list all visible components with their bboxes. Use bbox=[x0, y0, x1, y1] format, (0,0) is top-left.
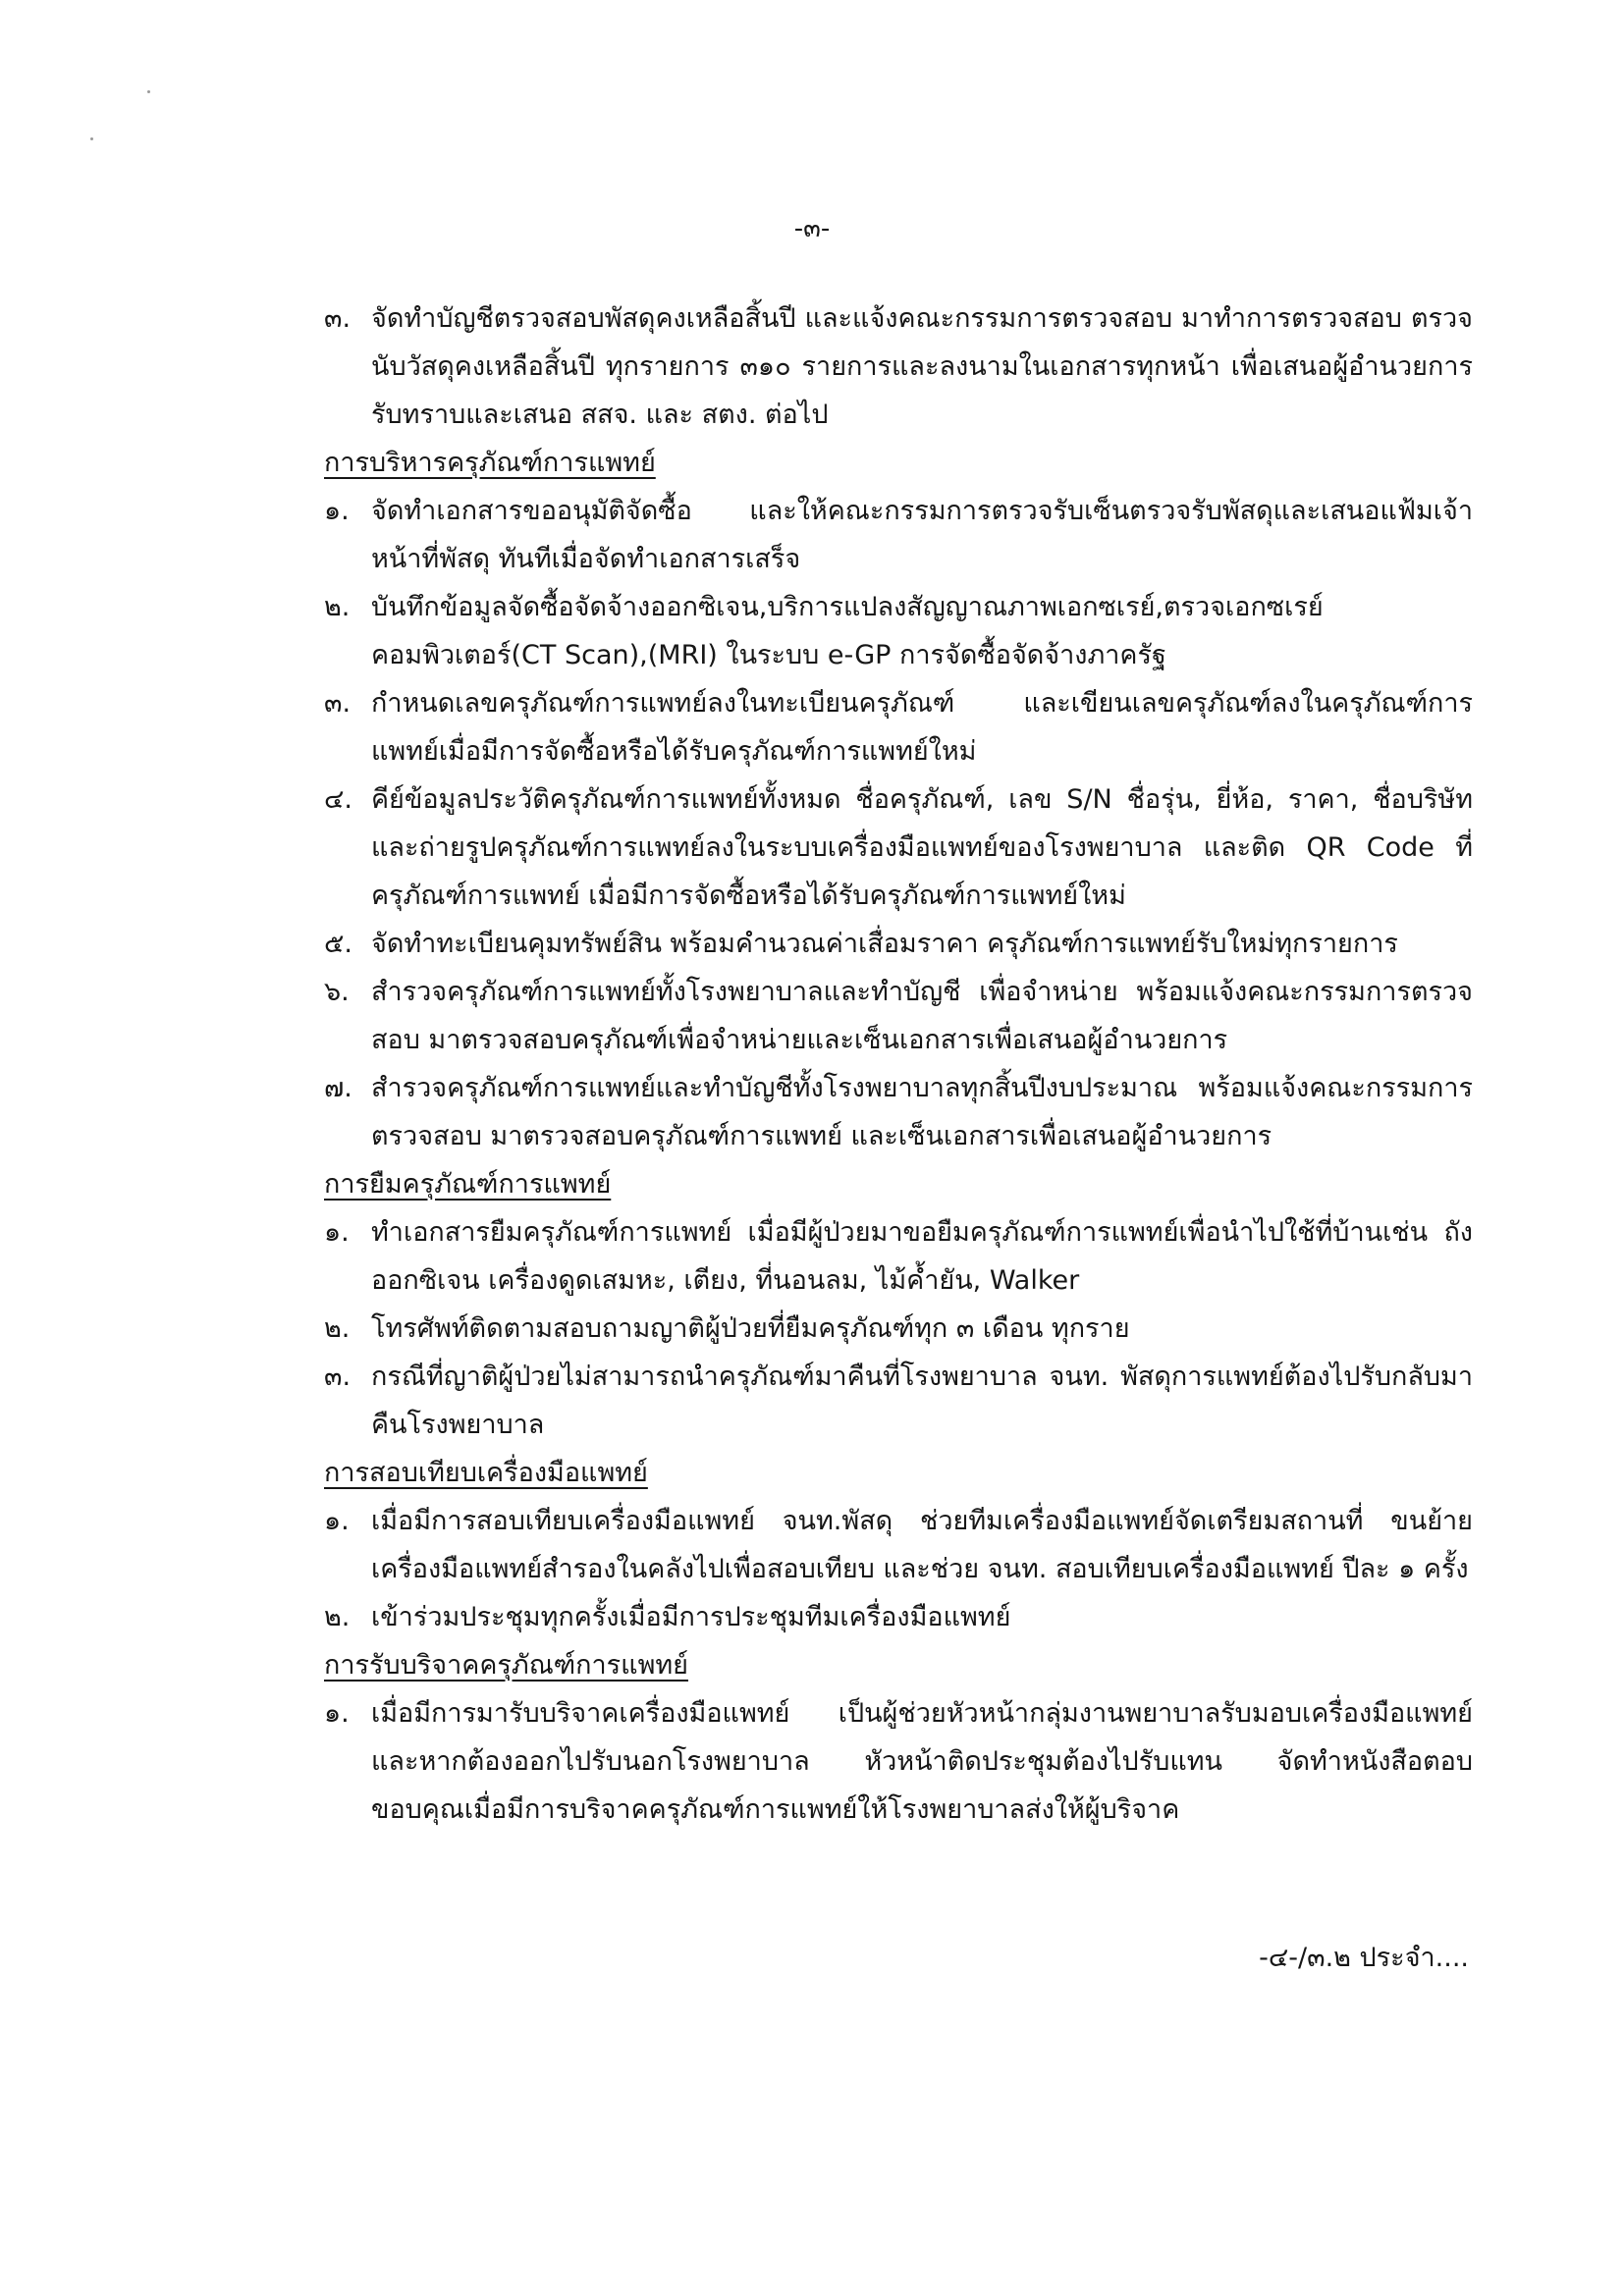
item-text: จัดทำเอกสารขออนุมัติจัดซื้อ และให้คณะกรรมการตรวจรับเซ็นตรวจรับพัสดุและเสนอแฟ้มเจ้าหน้าที่พัสดุ ทันทีเมื่อจัดทำเอกสารเสร็จ bbox=[371, 496, 1473, 574]
item-number: ๑. bbox=[324, 1217, 350, 1248]
item-number: ๑. bbox=[324, 496, 350, 526]
list-item bbox=[324, 775, 1473, 920]
list-item bbox=[324, 968, 1473, 1064]
section-instrument-calibration bbox=[324, 1449, 1473, 1641]
section-heading: การรับบริจาคครุภัณฑ์การแพทย์ bbox=[324, 1650, 688, 1681]
section-medical-equipment-management bbox=[324, 439, 1473, 1160]
item-number: ๒. bbox=[324, 1602, 351, 1632]
item-text: เมื่อมีการสอบเทียบเครื่องมือแพทย์ จนท.พัสดุ ช่วยทีมเครื่องมือแพทย์จัดเตรียมสถานที่ ขนย้ายเครื่องมือแพทย์สำรองในคลังไปเพื่อสอบเทียบ และช่วย จนท. สอบเทียบเครื่องมือแพทย์ ปีละ ๑ ครั้ง bbox=[371, 1506, 1473, 1584]
list-item bbox=[324, 1305, 1473, 1353]
continuation-note: -๔-/๓.๒ ประจำ.... bbox=[1259, 1943, 1469, 1973]
list-item bbox=[324, 583, 1473, 679]
item-text: กรณีที่ญาติผู้ป่วยไม่สามารถนำครุภัณฑ์มาคืนที่โรงพยาบาล จนท. พัสดุการแพทย์ต้องไปรับกลับมาคืนโรงพยาบาล bbox=[371, 1362, 1473, 1440]
item-number: ๖. bbox=[324, 977, 350, 1007]
scan-artifact bbox=[90, 137, 93, 140]
section-equipment-donation bbox=[324, 1641, 1473, 1834]
item-number: ๓. bbox=[324, 1362, 352, 1392]
list-item bbox=[324, 920, 1473, 968]
intro-list bbox=[324, 294, 1473, 439]
item-number: ๕. bbox=[324, 929, 353, 959]
item-text: เข้าร่วมประชุมทุกครั้งเมื่อมีการประชุมทีมเครื่องมือแพทย์ bbox=[371, 1602, 1011, 1632]
item-number: ๗. bbox=[324, 1073, 352, 1103]
list-item bbox=[324, 1593, 1473, 1641]
item-text: สำรวจครุภัณฑ์การแพทย์ทั้งโรงพยาบาลและทำบัญชี เพื่อจำหน่าย พร้อมแจ้งคณะกรรมการตรวจสอบ มาตรวจสอบครุภัณฑ์เพื่อจำหน่ายและเซ็นเอกสารเพื่อเสนอผู้อำนวยการ bbox=[371, 977, 1473, 1055]
list-item bbox=[324, 294, 1473, 439]
item-text: เมื่อมีการมารับบริจาคเครื่องมือแพทย์ เป็นผู้ช่วยหัวหน้ากลุ่มงานพยาบาลรับมอบเครื่องมือแพทย์และหากต้องออกไปรับนอกโรงพยาบาล หัวหน้าติดประชุมต้องไปรับแทน จัดทำหนังสือตอบขอบคุณเมื่อมีการบริจาคครุภัณฑ์การแพทย์ให้โรงพยาบาลส่งให้ผู้บริจาค bbox=[371, 1698, 1473, 1825]
item-text: จัดทำบัญชีตรวจสอบพัสดุคงเหลือสิ้นปี และแจ้งคณะกรรมการตรวจสอบ มาทำการตรวจสอบ ตรวจนับวัสดุคงเหลือสิ้นปี ทุกรายการ ๓๑๐ รายการและลงนามในเอกสารทุกหน้า เพื่อเสนอผู้อำนวยการรับทราบและเสนอ สสจ. และ สตง. ต่อไป bbox=[371, 303, 1473, 430]
scan-artifact bbox=[147, 90, 150, 93]
item-number: ๒. bbox=[324, 1313, 351, 1344]
section-heading: การสอบเทียบเครื่องมือแพทย์ bbox=[324, 1458, 648, 1488]
list-item bbox=[324, 1353, 1473, 1449]
item-text: ทำเอกสารยืมครุภัณฑ์การแพทย์ เมื่อมีผู้ป่วยมาขอยืมครุภัณฑ์การแพทย์เพื่อนำไปใช้ที่บ้านเช่น ถังออกซิเจน เครื่องดูดเสมหะ, เตียง, ที่นอนลม, ไม้ค้ำยัน, Walker bbox=[371, 1217, 1473, 1296]
item-number: ๓. bbox=[324, 303, 352, 334]
list-item bbox=[324, 1208, 1473, 1305]
document-body bbox=[324, 294, 1473, 1834]
section-equipment-borrowing bbox=[324, 1160, 1473, 1449]
item-number: ๑. bbox=[324, 1506, 350, 1536]
list-item bbox=[324, 1497, 1473, 1593]
item-number: ๒. bbox=[324, 592, 351, 622]
item-text: กำหนดเลขครุภัณฑ์การแพทย์ลงในทะเบียนครุภัณฑ์ และเขียนเลขครุภัณฑ์ลงในครุภัณฑ์การแพทย์เมื่อมีการจัดซื้อหรือได้รับครุภัณฑ์การแพทย์ใหม่ bbox=[371, 688, 1473, 767]
list-item bbox=[324, 1064, 1473, 1160]
item-text: บันทึกข้อมูลจัดซื้อจัดจ้างออกซิเจน,บริการแปลงสัญญาณภาพเอกซเรย์,ตรวจเอกซเรย์คอมพิวเตอร์(CT Scan),(MRI) ในระบบ e-GP การจัดซื้อจัดจ้างภาครัฐ bbox=[371, 592, 1324, 670]
section-heading: การยืมครุภัณฑ์การแพทย์ bbox=[324, 1169, 612, 1200]
list-item bbox=[324, 679, 1473, 775]
section-heading: การบริหารครุภัณฑ์การแพทย์ bbox=[324, 448, 656, 478]
item-number: ๑. bbox=[324, 1698, 350, 1729]
item-number: ๓. bbox=[324, 688, 352, 719]
list-item bbox=[324, 1689, 1473, 1834]
item-text: จัดทำทะเบียนคุมทรัพย์สิน พร้อมคำนวณค่าเสื่อมราคา ครุภัณฑ์การแพทย์รับใหม่ทุกรายการ bbox=[371, 929, 1398, 959]
item-text: โทรศัพท์ติดตามสอบถามญาติผู้ป่วยที่ยืมครุภัณฑ์ทุก ๓ เดือน ทุกราย bbox=[371, 1313, 1130, 1344]
item-text: คีย์ข้อมูลประวัติครุภัณฑ์การแพทย์ทั้งหมด ชื่อครุภัณฑ์, เลข S/N ชื่อรุ่น, ยี่ห้อ, ราคา, ชื่อบริษัท และถ่ายรูปครุภัณฑ์การแพทย์ลงในระบบเครื่องมือแพทย์ของโรงพยาบาล และติด QR Code ที่ครุภัณฑ์การแพทย์ เมื่อมีการจัดซื้อหรือได้รับครุภัณฑ์การแพทย์ใหม่ bbox=[371, 784, 1473, 911]
item-text: สำรวจครุภัณฑ์การแพทย์และทำบัญชีทั้งโรงพยาบาลทุกสิ้นปีงบประมาณ พร้อมแจ้งคณะกรรมการตรวจสอบ มาตรวจสอบครุภัณฑ์การแพทย์ และเซ็นเอกสารเพื่อเสนอผู้อำนวยการ bbox=[371, 1073, 1473, 1151]
page-number: -๓- bbox=[793, 214, 831, 243]
item-number: ๔. bbox=[324, 784, 353, 815]
list-item bbox=[324, 487, 1473, 583]
